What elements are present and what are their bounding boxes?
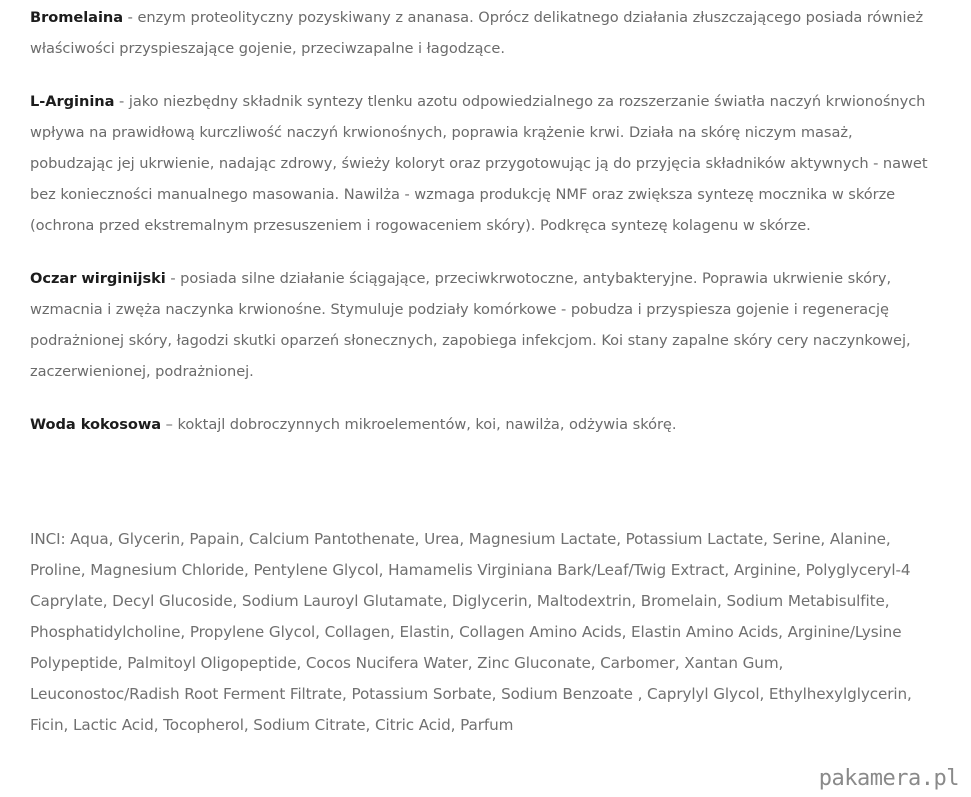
ingredient-name: Bromelaina: [30, 9, 124, 26]
product-description: [30, 2, 930, 756]
ingredient-oczar-wirginijski: [30, 263, 930, 387]
ingredient-name: Woda kokosowa: [30, 416, 162, 433]
ingredient-name: Oczar wirginijski: [30, 270, 166, 287]
ingredient-description: - posiada silne działanie ściągające, przeciwkrwotoczne, antybakteryjne. Poprawia ukrwienie skóry, wzmacnia i zwęża naczynka krwionośne. Stymuluje podziały komórkowe - pobudza i przyspiesza gojenie i regenerację podrażnionej skóry, łagodzi skutki oparzeń słonecznych, zapobiega infekcjom. Koi stany zapalne skóry cery naczynkowej, zaczerwienionej, podrażnionej.: [30, 270, 911, 380]
ingredient-bromelaina: [30, 2, 930, 64]
ingredient-description: – koktajl dobroczynnych mikroelementów, koi, nawilża, odżywia skórę.: [161, 416, 677, 433]
pakamera-watermark: pakamera.pl: [818, 766, 959, 791]
ingredient-description: - enzym proteolityczny pozyskiwany z ananasa. Oprócz delikatnego działania złuszczającego posiada również właściwości przyspieszające gojenie, przeciwzapalne i łagodzące.: [30, 9, 924, 57]
ingredient-woda-kokosowa: [30, 409, 930, 440]
inci-list: INCI: Aqua, Glycerin, Papain, Calcium Pantothenate, Urea, Magnesium Lactate, Potassium Lactate, Serine, Alanine, Proline, Magnesium Chloride, Pentylene Glycol, Hamamelis Virginiana Bark/Leaf/Twig Extract, Arginine, Polyglyceryl-4 Caprylate, Decyl Glucoside, Sodium Lauroyl Glutamate, Diglycerin, Maltodextrin, Bromelain, Sodium Metabisulfite, Phosphatidylcholine, Propylene Glycol, Collagen, Elastin, Collagen Amino Acids, Elastin Amino Acids, Arginine/Lysine Polypeptide, Palmitoyl Oligopeptide, Cocos Nucifera Water, Zinc Gluconate, Carbomer, Xantan Gum, Leuconostoc/Radish Root Ferment Filtrate, Potassium Sorbate, Sodium Benzoate , Caprylyl Glycol, Ethylhexylglycerin, Ficin, Lactic Acid, Tocopherol, Sodium Citrate, Citric Acid, Parfum: [30, 530, 912, 734]
ingredient-l-arginina: [30, 86, 930, 241]
ingredient-name: L-Arginina: [30, 93, 115, 110]
ingredient-description: - jako niezbędny składnik syntezy tlenku azotu odpowiedzialnego za rozszerzanie światła naczyń krwionośnych wpływa na prawidłową kurczliwość naczyń krwionośnych, poprawia krążenie krwi. Działa na skórę niczym masaż, pobudzając jej ukrwienie, nadając zdrowy, świeży koloryt oraz przygotowując ją do przyjęcia składników aktywnych - nawet bez konieczności manualnego masowania. Nawilża - wzmaga produkcję NMF oraz zwiększa syntezę mocznika w skórze (ochrona przed ekstremalnym przesuszeniem i rogowaceniem skóry). Podkręca syntezę kolagenu w skórze.: [30, 93, 928, 234]
